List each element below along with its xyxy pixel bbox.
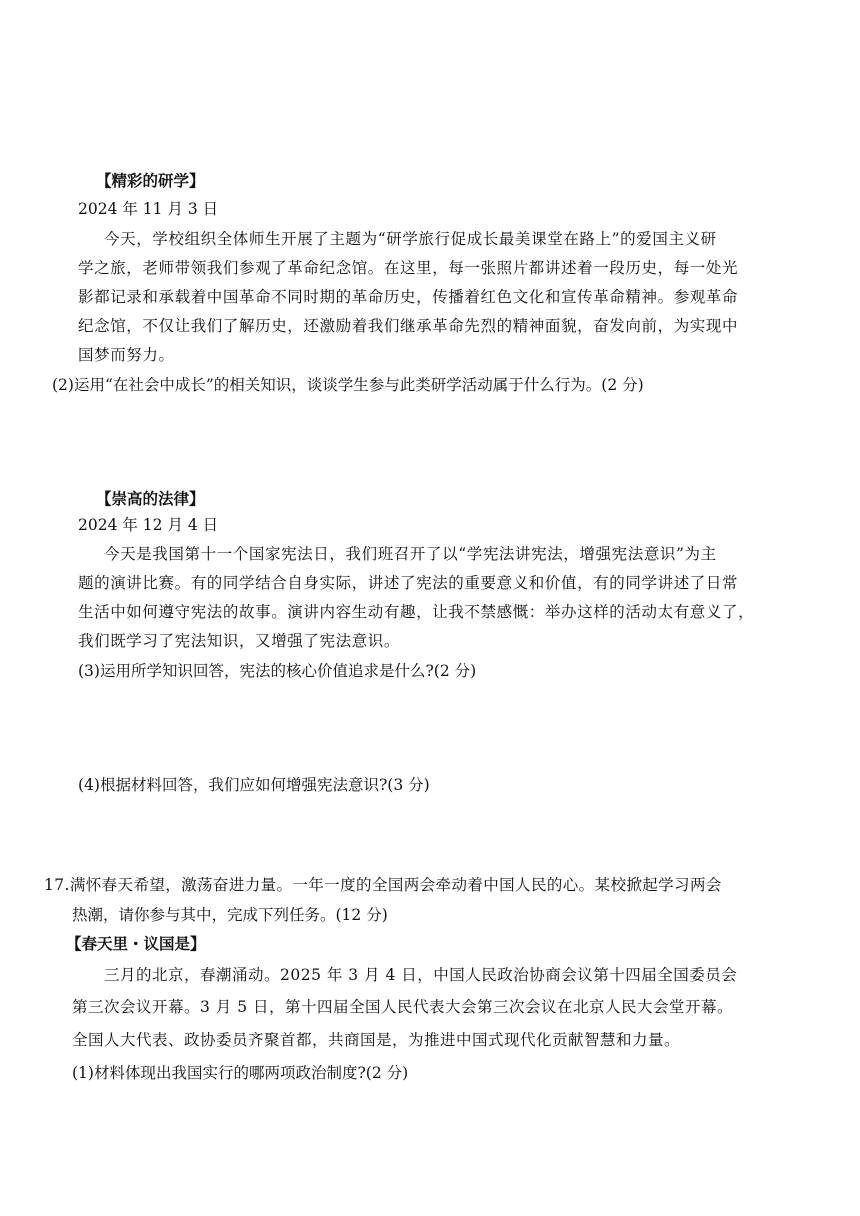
paragraph-line: 国梦而努力。	[78, 346, 175, 364]
paragraph-line: 纪念馆，不仅让我们了解历史，还激励着我们继承革命先烈的精神面貌，奋发向前，为实现中	[78, 317, 739, 335]
section-heading-research: 【精彩的研学】	[96, 172, 205, 190]
diary-date-2: 2024 年 12 月 4 日	[78, 516, 219, 534]
question-17-stem: 热潮，请你参与其中，完成下列任务。(12 分)	[72, 906, 388, 924]
diary-date-1: 2024 年 11 月 3 日	[78, 200, 219, 218]
paragraph-line: 今天，学校组织全体师生开展了主题为“研学旅行促成长最美课堂在路上”的爱国主义研	[104, 230, 717, 248]
paragraph-line: 第三次会议开幕。3 月 5 日，第十四届全国人民代表大会第三次会议在北京人民大会堂开幕。	[72, 998, 734, 1016]
paragraph-line: 学之旅，老师带领我们参观了革命纪念馆。在这里，每一张照片都讲述着一段历史，每一处光	[78, 259, 739, 277]
paragraph-line: 题的演讲比赛。有的同学结合自身实际，讲述了宪法的重要意义和价值，有的同学讲述了日常	[78, 574, 739, 592]
question-2: (2)运用“在社会中成长”的相关知识，谈谈学生参与此类研学活动属于什么行为。(2 分)	[52, 376, 644, 394]
question-17-1: (1)材料体现出我国实行的哪两项政治制度?(2 分)	[72, 1064, 409, 1082]
paragraph-line: 今天是我国第十一个国家宪法日，我们班召开了以“学宪法讲宪法，增强宪法意识”为主	[104, 545, 717, 563]
question-4: (4)根据材料回答，我们应如何增强宪法意识?(3 分)	[78, 776, 430, 794]
paragraph-line: 影都记录和承载着中国革命不同时期的革命历史，传播着红色文化和宣传革命精神。参观革命	[78, 288, 739, 306]
paragraph-line: 生活中如何遵守宪法的故事。演讲内容生动有趣，让我不禁感慨：举办这样的活动太有意义了，	[78, 603, 755, 621]
paragraph-line: 我们既学习了宪法知识，又增强了宪法意识。	[78, 632, 401, 650]
question-17-stem: 17.满怀春天希望，激荡奋进力量。一年一度的全国两会牵动着中国人民的心。某校掀起学习两会	[44, 876, 722, 894]
section-heading-spring: 【春天里・议国是】	[66, 935, 206, 953]
question-3: (3)运用所学知识回答，宪法的核心价值追求是什么?(2 分)	[78, 662, 477, 680]
section-heading-law: 【崇高的法律】	[96, 490, 205, 508]
paragraph-line: 全国人大代表、政协委员齐聚首都，共商国是，为推进中国式现代化贡献智慧和力量。	[72, 1031, 681, 1049]
paragraph-line: 三月的北京，春潮涌动。2025 年 3 月 4 日，中国人民政治协商会议第十四届全国委员会	[104, 966, 738, 984]
